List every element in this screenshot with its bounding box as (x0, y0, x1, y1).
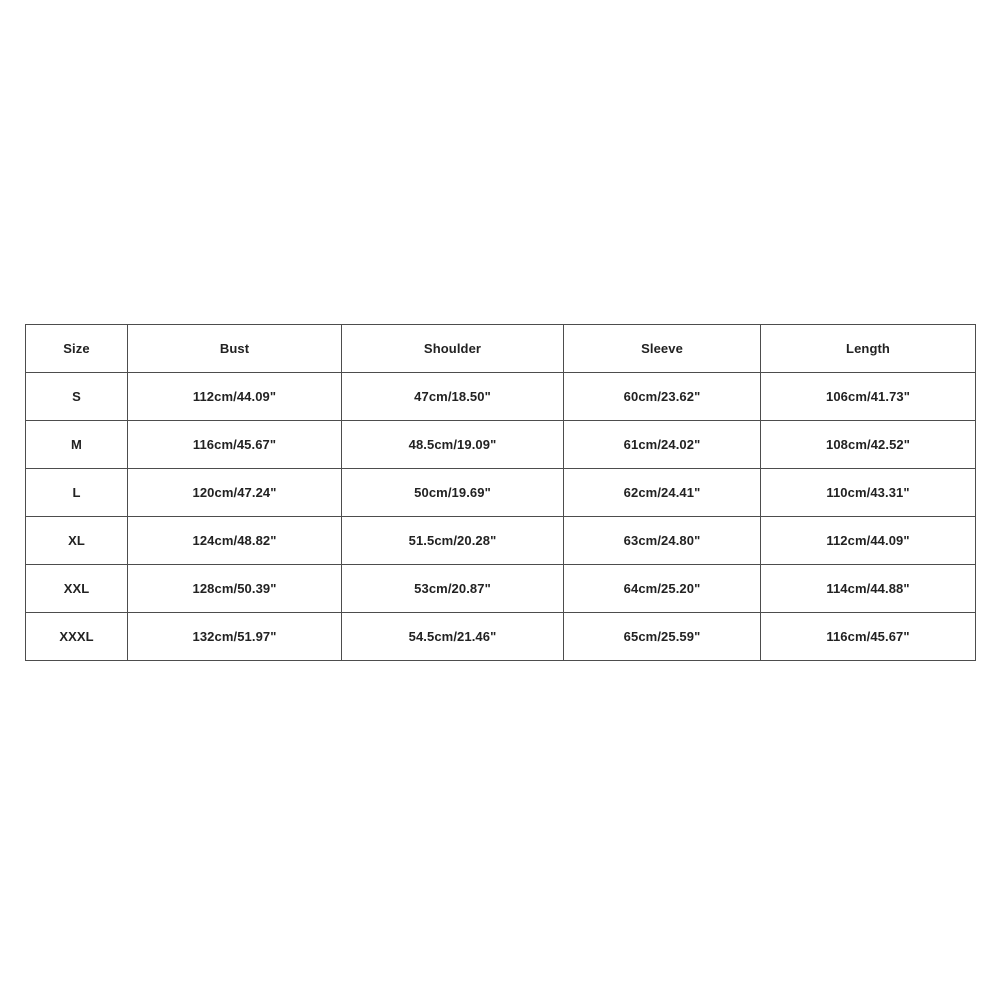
length-cell: 106cm/41.73" (761, 373, 976, 421)
size-chart-table (25, 324, 976, 661)
header-bust: Bust (128, 325, 342, 373)
shoulder-cell: 48.5cm/19.09" (342, 421, 564, 469)
size-cell: XXXL (26, 613, 128, 661)
length-cell: 108cm/42.52" (761, 421, 976, 469)
shoulder-cell: 47cm/18.50" (342, 373, 564, 421)
sleeve-cell: 62cm/24.41" (564, 469, 761, 517)
table-row (26, 373, 976, 421)
sleeve-cell: 64cm/25.20" (564, 565, 761, 613)
size-cell: XL (26, 517, 128, 565)
size-cell: L (26, 469, 128, 517)
header-shoulder: Shoulder (342, 325, 564, 373)
bust-cell: 112cm/44.09" (128, 373, 342, 421)
shoulder-cell: 53cm/20.87" (342, 565, 564, 613)
length-cell: 116cm/45.67" (761, 613, 976, 661)
size-cell: M (26, 421, 128, 469)
size-cell: XXL (26, 565, 128, 613)
header-length: Length (761, 325, 976, 373)
shoulder-cell: 51.5cm/20.28" (342, 517, 564, 565)
table-row (26, 565, 976, 613)
table-header-row (26, 325, 976, 373)
sleeve-cell: 65cm/25.59" (564, 613, 761, 661)
bust-cell: 128cm/50.39" (128, 565, 342, 613)
size-cell: S (26, 373, 128, 421)
table-row (26, 421, 976, 469)
length-cell: 114cm/44.88" (761, 565, 976, 613)
bust-cell: 116cm/45.67" (128, 421, 342, 469)
bust-cell: 124cm/48.82" (128, 517, 342, 565)
length-cell: 110cm/43.31" (761, 469, 976, 517)
sleeve-cell: 63cm/24.80" (564, 517, 761, 565)
sleeve-cell: 61cm/24.02" (564, 421, 761, 469)
table-row (26, 469, 976, 517)
sleeve-cell: 60cm/23.62" (564, 373, 761, 421)
bust-cell: 132cm/51.97" (128, 613, 342, 661)
shoulder-cell: 54.5cm/21.46" (342, 613, 564, 661)
table-row (26, 613, 976, 661)
header-sleeve: Sleeve (564, 325, 761, 373)
length-cell: 112cm/44.09" (761, 517, 976, 565)
header-size: Size (26, 325, 128, 373)
bust-cell: 120cm/47.24" (128, 469, 342, 517)
table-row (26, 517, 976, 565)
shoulder-cell: 50cm/19.69" (342, 469, 564, 517)
